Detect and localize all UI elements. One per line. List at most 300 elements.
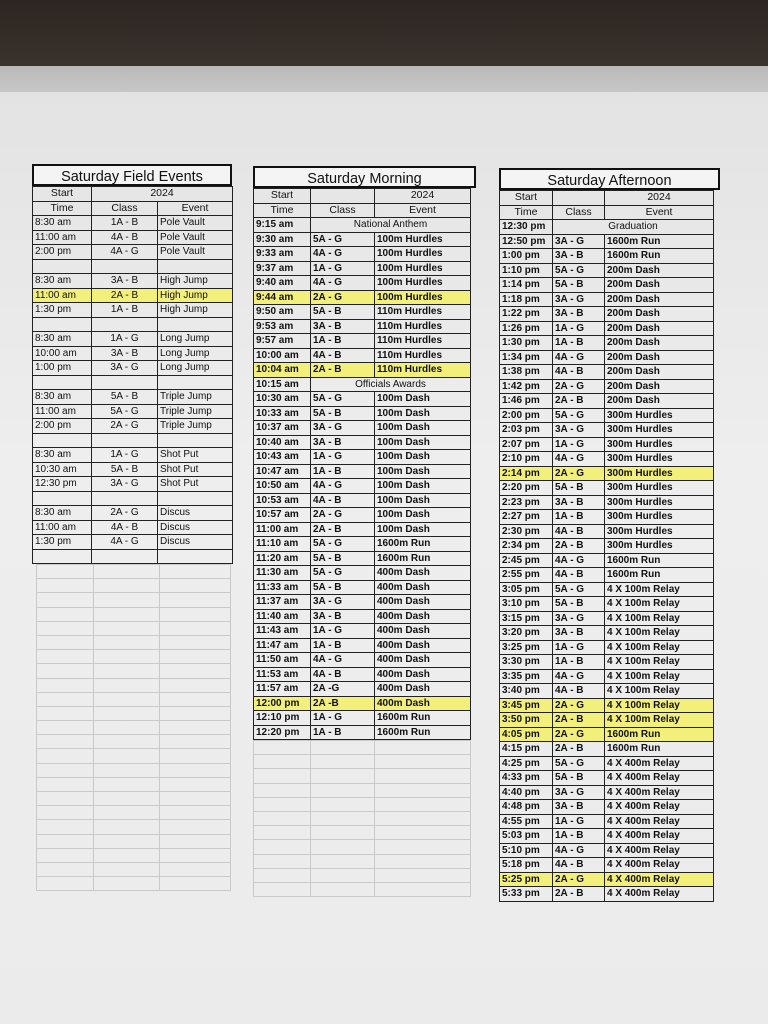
blank-grid-cell [94, 579, 160, 593]
start-time: 3:05 pm [500, 582, 553, 597]
class-cell: 2A - B [311, 522, 375, 537]
blank-grid-row [37, 678, 231, 692]
table-row [500, 510, 714, 525]
event-cell: 4 X 100m Relay [605, 626, 714, 641]
blank-grid-cell [160, 848, 231, 862]
event-cell: 1600m Run [605, 249, 714, 264]
table-row [33, 230, 233, 245]
class-cell: 1A - B [92, 303, 158, 318]
class-cell: 2A - B [311, 363, 375, 378]
start-time: 2:00 pm [33, 419, 92, 434]
table-row [254, 247, 471, 262]
blank-grid-cell [37, 862, 94, 876]
start-time: 11:57 am [254, 682, 311, 697]
blank-grid-cell [94, 650, 160, 664]
start-time: 10:30 am [33, 462, 92, 477]
class-cell: 2A - B [553, 713, 605, 728]
start-time: 3:45 pm [500, 698, 553, 713]
class-cell: 4A - G [311, 653, 375, 668]
blank-grid-cell [94, 692, 160, 706]
start-time: 11:20 am [254, 551, 311, 566]
class-cell: 4A - B [553, 568, 605, 583]
blank-grid-cell [311, 811, 375, 825]
event-cell: 4 X 400m Relay [605, 872, 714, 887]
table-row [500, 379, 714, 394]
blank-grid-row [37, 565, 231, 579]
class-cell: 1A - B [553, 510, 605, 525]
blank-grid-cell [94, 820, 160, 834]
morning-sheet [253, 166, 476, 897]
event-cell [158, 259, 233, 274]
table-row [500, 452, 714, 467]
blank-grid-cell [160, 593, 231, 607]
blank-grid-cell [375, 840, 471, 854]
table-row [254, 290, 471, 305]
table-row [254, 363, 471, 378]
table-row [33, 288, 233, 303]
blank-grid-cell [160, 579, 231, 593]
blank-grid-cell [375, 769, 471, 783]
table-row [254, 464, 471, 479]
start-time: 9:44 am [254, 290, 311, 305]
blank-grid-row [37, 721, 231, 735]
blank-grid-cell [160, 678, 231, 692]
event-cell [158, 549, 233, 564]
table-row [500, 887, 714, 902]
start-time: 4:05 pm [500, 727, 553, 742]
class-cell: 1A - B [92, 216, 158, 231]
year-header: 2024 [605, 191, 714, 206]
blank-grid-row [37, 735, 231, 749]
event-cell [158, 375, 233, 390]
blank-grid-cell [254, 854, 311, 868]
blank-grid-cell [94, 792, 160, 806]
class-cell: 5A - G [553, 263, 605, 278]
blank-grid-cell [254, 783, 311, 797]
class-cell: 5A - G [311, 232, 375, 247]
event-cell: 4 X 100m Relay [605, 655, 714, 670]
class-cell: 2A -B [311, 696, 375, 711]
start-time: 10:04 am [254, 363, 311, 378]
blank-grid-row [254, 882, 471, 896]
start-time [33, 491, 92, 506]
blank-grid-cell [160, 763, 231, 777]
event-cell: 100m Dash [375, 435, 471, 450]
blank-grid-cell [375, 854, 471, 868]
start-time: 2:23 pm [500, 495, 553, 510]
blank-grid-cell [160, 706, 231, 720]
blank-grid-cell [375, 755, 471, 769]
blank-grid-cell [160, 650, 231, 664]
event-cell: 300m Hurdles [605, 524, 714, 539]
table-row [33, 245, 233, 260]
table-row [500, 336, 714, 351]
event-cell: 100m Hurdles [375, 290, 471, 305]
table-row [254, 421, 471, 436]
start-time: 5:10 pm [500, 843, 553, 858]
blank-grid-cell [254, 882, 311, 896]
class-cell: 1A - G [553, 437, 605, 452]
event-cell: 4 X 100m Relay [605, 597, 714, 612]
table-row [500, 582, 714, 597]
blank-grid-cell [311, 797, 375, 811]
event-cell: 400m Dash [375, 595, 471, 610]
start-time: 1:46 pm [500, 394, 553, 409]
table-row [254, 653, 471, 668]
event-cell: 4 X 100m Relay [605, 582, 714, 597]
start-time: 9:15 am [254, 218, 311, 233]
class-cell: 3A - G [553, 785, 605, 800]
event-cell: 4 X 400m Relay [605, 829, 714, 844]
year-header: 2024 [92, 187, 233, 202]
table-row [500, 394, 714, 409]
morning-table [253, 188, 471, 740]
class-cell: 3A - B [553, 800, 605, 815]
start-time: 8:30 am [33, 332, 92, 347]
event-cell: 400m Dash [375, 682, 471, 697]
start-time: 2:14 pm [500, 466, 553, 481]
table-row [254, 609, 471, 624]
table-row [33, 462, 233, 477]
event-cell: Triple Jump [158, 404, 233, 419]
blank-grid-cell [254, 826, 311, 840]
blank-grid-row [37, 806, 231, 820]
start-time: 11:50 am [254, 653, 311, 668]
start-time: 8:30 am [33, 506, 92, 521]
blank-grid-row [37, 621, 231, 635]
event-cell: Shot Put [158, 462, 233, 477]
class-cell: 3A - G [553, 611, 605, 626]
blank-grid-cell [375, 826, 471, 840]
start-time: 9:37 am [254, 261, 311, 276]
class-cell: 2A -G [311, 682, 375, 697]
blank-grid-cell [160, 735, 231, 749]
class-cell: 2A - G [311, 508, 375, 523]
start-time: 2:07 pm [500, 437, 553, 452]
table-row [254, 595, 471, 610]
class-cell: 5A - B [553, 481, 605, 496]
blank-grid-row [37, 706, 231, 720]
class-cell: 5A - G [311, 392, 375, 407]
blank-grid-cell [160, 834, 231, 848]
event-cell: 110m Hurdles [375, 334, 471, 349]
header-blank-cell [311, 189, 375, 204]
event-cell: 300m Hurdles [605, 408, 714, 423]
class-cell: 5A - B [92, 390, 158, 405]
event-cell: Triple Jump [158, 419, 233, 434]
blank-grid-cell [94, 721, 160, 735]
class-cell: 5A - B [311, 580, 375, 595]
class-cell [92, 317, 158, 332]
class-cell: 1A - G [311, 624, 375, 639]
start-time: 1:30 pm [33, 303, 92, 318]
morning-blank-grid [253, 740, 471, 897]
blank-grid-cell [37, 777, 94, 791]
table-row [500, 814, 714, 829]
class-cell: 5A - G [553, 408, 605, 423]
year-header: 2024 [375, 189, 471, 204]
blank-grid-cell [160, 721, 231, 735]
class-cell: 4A - B [553, 858, 605, 873]
blank-grid-row [37, 862, 231, 876]
blank-grid-cell [311, 741, 375, 755]
start-time: 12:20 pm [254, 725, 311, 740]
event-cell: 110m Hurdles [375, 348, 471, 363]
table-row [254, 218, 471, 233]
class-cell: 3A - B [553, 495, 605, 510]
event-cell: 200m Dash [605, 278, 714, 293]
class-cell: 3A - B [553, 626, 605, 641]
table-row [500, 292, 714, 307]
blank-grid-row [37, 664, 231, 678]
blank-grid-cell [375, 882, 471, 896]
start-time: 3:35 pm [500, 669, 553, 684]
class-cell: 2A - B [553, 742, 605, 757]
class-cell: 3A - B [311, 609, 375, 624]
class-cell: 3A - G [92, 477, 158, 492]
class-cell: 5A - B [92, 462, 158, 477]
afternoon-header-row [500, 191, 714, 206]
morning-subheader-row [254, 203, 471, 218]
event-cell: 300m Hurdles [605, 437, 714, 452]
class-cell: 2A - G [92, 419, 158, 434]
class-cell: 1A - B [553, 829, 605, 844]
blank-grid-cell [94, 678, 160, 692]
event-cell: 300m Hurdles [605, 466, 714, 481]
class-cell: 3A - G [553, 234, 605, 249]
table-row [254, 479, 471, 494]
event-cell: 200m Dash [605, 336, 714, 351]
background-wall [0, 0, 768, 70]
blank-grid-row [254, 840, 471, 854]
event-cell: 1600m Run [605, 553, 714, 568]
start-time: 10:33 am [254, 406, 311, 421]
ceremony-label: National Anthem [311, 218, 471, 233]
table-row [33, 477, 233, 492]
blank-grid-cell [254, 769, 311, 783]
event-cell: 1600m Run [375, 551, 471, 566]
class-cell: 3A - G [311, 595, 375, 610]
blank-grid-cell [37, 749, 94, 763]
start-time: 9:53 am [254, 319, 311, 334]
table-row [33, 448, 233, 463]
class-cell: 1A - B [553, 655, 605, 670]
table-row [500, 568, 714, 583]
table-row [33, 259, 233, 274]
start-time: 2:10 pm [500, 452, 553, 467]
blank-grid-row [37, 834, 231, 848]
start-time: 2:03 pm [500, 423, 553, 438]
blank-grid-row [254, 826, 471, 840]
class-cell: 2A - B [92, 288, 158, 303]
start-time: 3:10 pm [500, 597, 553, 612]
start-header: Start [33, 187, 92, 202]
header-blank-cell [553, 191, 605, 206]
event-cell: Discus [158, 535, 233, 550]
table-row [500, 437, 714, 452]
start-time: 9:40 am [254, 276, 311, 291]
start-time: 3:30 pm [500, 655, 553, 670]
blank-grid-cell [160, 877, 231, 891]
class-cell: 3A - B [92, 346, 158, 361]
event-cell: 4 X 100m Relay [605, 640, 714, 655]
table-row [254, 319, 471, 334]
event-cell: 200m Dash [605, 379, 714, 394]
class-cell: 2A - B [553, 394, 605, 409]
table-row [33, 433, 233, 448]
class-cell: 5A - G [553, 756, 605, 771]
class-cell: 5A - G [311, 537, 375, 552]
blank-grid-cell [160, 820, 231, 834]
table-row [500, 539, 714, 554]
event-cell: 400m Dash [375, 566, 471, 581]
event-cell: 300m Hurdles [605, 481, 714, 496]
event-cell: 4 X 400m Relay [605, 785, 714, 800]
start-time: 11:00 am [254, 522, 311, 537]
event-header: Event [605, 205, 714, 220]
table-row [33, 346, 233, 361]
event-cell: 100m Hurdles [375, 261, 471, 276]
blank-grid-cell [37, 820, 94, 834]
table-row [254, 566, 471, 581]
start-time: 10:30 am [254, 392, 311, 407]
class-cell: 3A - G [553, 292, 605, 307]
class-cell: 3A - G [311, 421, 375, 436]
event-cell: 4 X 400m Relay [605, 771, 714, 786]
blank-grid-cell [94, 763, 160, 777]
start-time: 4:33 pm [500, 771, 553, 786]
blank-grid-cell [94, 834, 160, 848]
table-row [33, 506, 233, 521]
blank-grid-cell [160, 749, 231, 763]
event-cell: 100m Dash [375, 406, 471, 421]
event-cell: 200m Dash [605, 394, 714, 409]
event-cell: 1600m Run [605, 727, 714, 742]
start-time: 2:45 pm [500, 553, 553, 568]
blank-grid-cell [160, 607, 231, 621]
blank-grid-cell [311, 783, 375, 797]
blank-grid-row [37, 792, 231, 806]
start-time: 10:50 am [254, 479, 311, 494]
start-time: 11:00 am [33, 404, 92, 419]
start-header: Start [500, 191, 553, 206]
afternoon-sheet [499, 168, 720, 902]
start-time: 10:47 am [254, 464, 311, 479]
blank-grid-cell [37, 579, 94, 593]
table-row [33, 535, 233, 550]
start-time: 1:26 pm [500, 321, 553, 336]
event-cell: High Jump [158, 288, 233, 303]
start-time: 12:10 pm [254, 711, 311, 726]
table-row [500, 742, 714, 757]
blank-grid-cell [160, 664, 231, 678]
start-time: 10:37 am [254, 421, 311, 436]
start-time: 2:55 pm [500, 568, 553, 583]
table-row [500, 713, 714, 728]
blank-grid-cell [160, 862, 231, 876]
start-time: 11:00 am [33, 520, 92, 535]
table-row [254, 508, 471, 523]
blank-grid-cell [94, 777, 160, 791]
table-row [254, 580, 471, 595]
blank-grid-row [37, 593, 231, 607]
table-row [500, 698, 714, 713]
start-time: 10:00 am [254, 348, 311, 363]
event-cell: 100m Dash [375, 421, 471, 436]
start-time: 8:30 am [33, 390, 92, 405]
start-time: 1:00 pm [33, 361, 92, 376]
start-time [33, 317, 92, 332]
start-time: 5:18 pm [500, 858, 553, 873]
event-cell: 200m Dash [605, 350, 714, 365]
table-row [500, 640, 714, 655]
start-time: 11:37 am [254, 595, 311, 610]
table-row [254, 276, 471, 291]
table-row [500, 524, 714, 539]
start-time: 10:43 am [254, 450, 311, 465]
event-cell [158, 317, 233, 332]
event-cell: 110m Hurdles [375, 319, 471, 334]
table-row [254, 334, 471, 349]
start-time: 10:53 am [254, 493, 311, 508]
blank-grid-cell [37, 763, 94, 777]
start-time: 11:00 am [33, 288, 92, 303]
event-cell: Discus [158, 520, 233, 535]
start-time: 4:40 pm [500, 785, 553, 800]
blank-grid-row [254, 783, 471, 797]
event-cell: 4 X 400m Relay [605, 887, 714, 902]
class-cell: 5A - B [311, 305, 375, 320]
blank-grid-cell [37, 834, 94, 848]
blank-grid-cell [94, 862, 160, 876]
blank-grid-cell [37, 792, 94, 806]
blank-grid-row [37, 579, 231, 593]
start-time: 1:34 pm [500, 350, 553, 365]
class-cell [92, 549, 158, 564]
class-cell: 5A - B [311, 406, 375, 421]
table-row [500, 495, 714, 510]
class-cell: 1A - B [311, 638, 375, 653]
afternoon-table [499, 190, 714, 902]
start-time: 12:50 pm [500, 234, 553, 249]
start-time: 1:10 pm [500, 263, 553, 278]
event-cell: 300m Hurdles [605, 539, 714, 554]
event-cell: 400m Dash [375, 580, 471, 595]
class-cell: 2A - G [553, 466, 605, 481]
start-time: 1:00 pm [500, 249, 553, 264]
blank-grid-cell [94, 706, 160, 720]
start-time: 1:18 pm [500, 292, 553, 307]
table-row [254, 711, 471, 726]
table-row [254, 537, 471, 552]
table-row [254, 305, 471, 320]
start-time: 4:55 pm [500, 814, 553, 829]
start-time: 8:30 am [33, 448, 92, 463]
class-cell: 5A - B [553, 597, 605, 612]
start-time: 12:00 pm [254, 696, 311, 711]
class-cell: 4A - G [311, 247, 375, 262]
table-row [500, 263, 714, 278]
table-row [500, 626, 714, 641]
table-row [254, 667, 471, 682]
event-cell: Discus [158, 506, 233, 521]
event-cell: 100m Hurdles [375, 276, 471, 291]
table-row [33, 491, 233, 506]
class-cell: 2A - G [311, 290, 375, 305]
event-cell: Shot Put [158, 448, 233, 463]
blank-grid-cell [37, 607, 94, 621]
event-header: Event [158, 201, 233, 216]
